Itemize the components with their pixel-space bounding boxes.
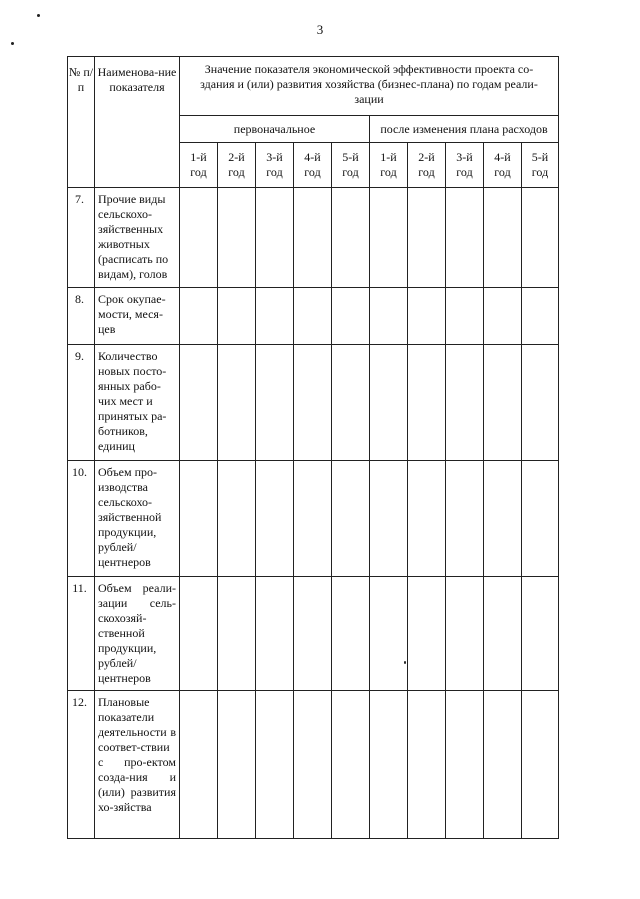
- row-number: 12.: [68, 691, 95, 839]
- value-cell: [180, 345, 218, 461]
- value-cell: [218, 577, 256, 691]
- row-indicator-name: Объем реали-зации сель-скохозяй-ственной продукции, рублей/ центнеров: [95, 577, 180, 691]
- value-cell: [332, 288, 370, 345]
- value-cell: [408, 345, 446, 461]
- value-cell: [332, 345, 370, 461]
- value-cell: [370, 288, 408, 345]
- row-number: 9.: [68, 345, 95, 461]
- year-header: 4-й год: [294, 143, 332, 188]
- value-cell: [294, 188, 332, 288]
- value-cell: [218, 691, 256, 839]
- row-indicator-name: Плановые показатели деятельности в соответ-ствии с про-ектом созда-ния и (или) развития хо-зяйства: [95, 691, 180, 839]
- value-cell: [332, 577, 370, 691]
- value-cell: [294, 461, 332, 577]
- value-cell: [408, 577, 446, 691]
- value-cell: [370, 461, 408, 577]
- row-indicator-name: Количество новых посто-янных рабо-чих мест и принятых ра-ботников, единиц: [95, 345, 180, 461]
- year-header: 5-й год: [522, 143, 559, 188]
- header-group-after: после изменения плана расходов: [370, 116, 559, 143]
- value-cell: [332, 461, 370, 577]
- row-number: 11.: [68, 577, 95, 691]
- value-cell: [332, 188, 370, 288]
- value-cell: [522, 691, 559, 839]
- scan-speck: [11, 42, 14, 45]
- year-header: 1-й год: [370, 143, 408, 188]
- value-cell: [446, 345, 484, 461]
- value-cell: [294, 691, 332, 839]
- header-main-title: Значение показателя экономической эффективности проекта со-здания и (или) развития хозяйства (бизнес-плана) по годам реали-зации: [180, 57, 559, 116]
- header-group-initial: первоначальное: [180, 116, 370, 143]
- value-cell: [218, 188, 256, 288]
- value-cell: [294, 288, 332, 345]
- value-cell: [180, 188, 218, 288]
- table-row: [68, 345, 559, 461]
- row-number: 7.: [68, 188, 95, 288]
- value-cell: [256, 345, 294, 461]
- value-cell: [484, 188, 522, 288]
- value-cell: [370, 577, 408, 691]
- table-row: [68, 188, 559, 288]
- table-row: [68, 577, 559, 691]
- year-header: 2-й год: [218, 143, 256, 188]
- table-row: [68, 461, 559, 577]
- value-cell: [218, 288, 256, 345]
- value-cell: [522, 188, 559, 288]
- value-cell: [408, 461, 446, 577]
- value-cell: [180, 691, 218, 839]
- row-number: 8.: [68, 288, 95, 345]
- value-cell: [484, 691, 522, 839]
- value-cell: [180, 577, 218, 691]
- row-indicator-name: Прочие виды сельскохо-зяйственных животных (расписать по видам), голов: [95, 188, 180, 288]
- header-name-col: Наименова-ние показателя: [95, 57, 180, 188]
- value-cell: [446, 188, 484, 288]
- value-cell: [408, 288, 446, 345]
- value-cell: [408, 691, 446, 839]
- year-header: 3-й год: [446, 143, 484, 188]
- value-cell: [370, 345, 408, 461]
- table-row: [68, 288, 559, 345]
- year-header: 5-й год: [332, 143, 370, 188]
- header-number-col: № п/п: [68, 57, 95, 188]
- year-header: 3-й год: [256, 143, 294, 188]
- scan-speck: [37, 14, 40, 17]
- value-cell: [522, 288, 559, 345]
- value-cell: [446, 577, 484, 691]
- table-row: [68, 691, 559, 839]
- value-cell: [446, 288, 484, 345]
- indicators-table: [67, 56, 559, 839]
- year-header: 4-й год: [484, 143, 522, 188]
- value-cell: [522, 461, 559, 577]
- value-cell: [294, 345, 332, 461]
- value-cell: [218, 345, 256, 461]
- page-number: 3: [316, 22, 324, 37]
- value-cell: [294, 577, 332, 691]
- year-header: 2-й год: [408, 143, 446, 188]
- header-row-main: [68, 57, 559, 116]
- value-cell: [446, 461, 484, 577]
- value-cell: [332, 691, 370, 839]
- value-cell: [484, 577, 522, 691]
- value-cell: [370, 188, 408, 288]
- value-cell: [522, 577, 559, 691]
- value-cell: [446, 691, 484, 839]
- year-header: 1-й год: [180, 143, 218, 188]
- value-cell: [218, 461, 256, 577]
- value-cell: [522, 345, 559, 461]
- value-cell: [180, 461, 218, 577]
- value-cell: [256, 288, 294, 345]
- row-indicator-name: Срок окупае-мости, меся-цев: [95, 288, 180, 345]
- value-cell: [370, 691, 408, 839]
- value-cell: [408, 188, 446, 288]
- value-cell: [256, 188, 294, 288]
- row-number: 10.: [68, 461, 95, 577]
- value-cell: [484, 461, 522, 577]
- value-cell: [484, 345, 522, 461]
- value-cell: [484, 288, 522, 345]
- value-cell: [256, 577, 294, 691]
- row-indicator-name: Объем про-изводства сельскохо-зяйственной продукции, рублей/ центнеров: [95, 461, 180, 577]
- value-cell: [256, 461, 294, 577]
- value-cell: [256, 691, 294, 839]
- value-cell: [180, 288, 218, 345]
